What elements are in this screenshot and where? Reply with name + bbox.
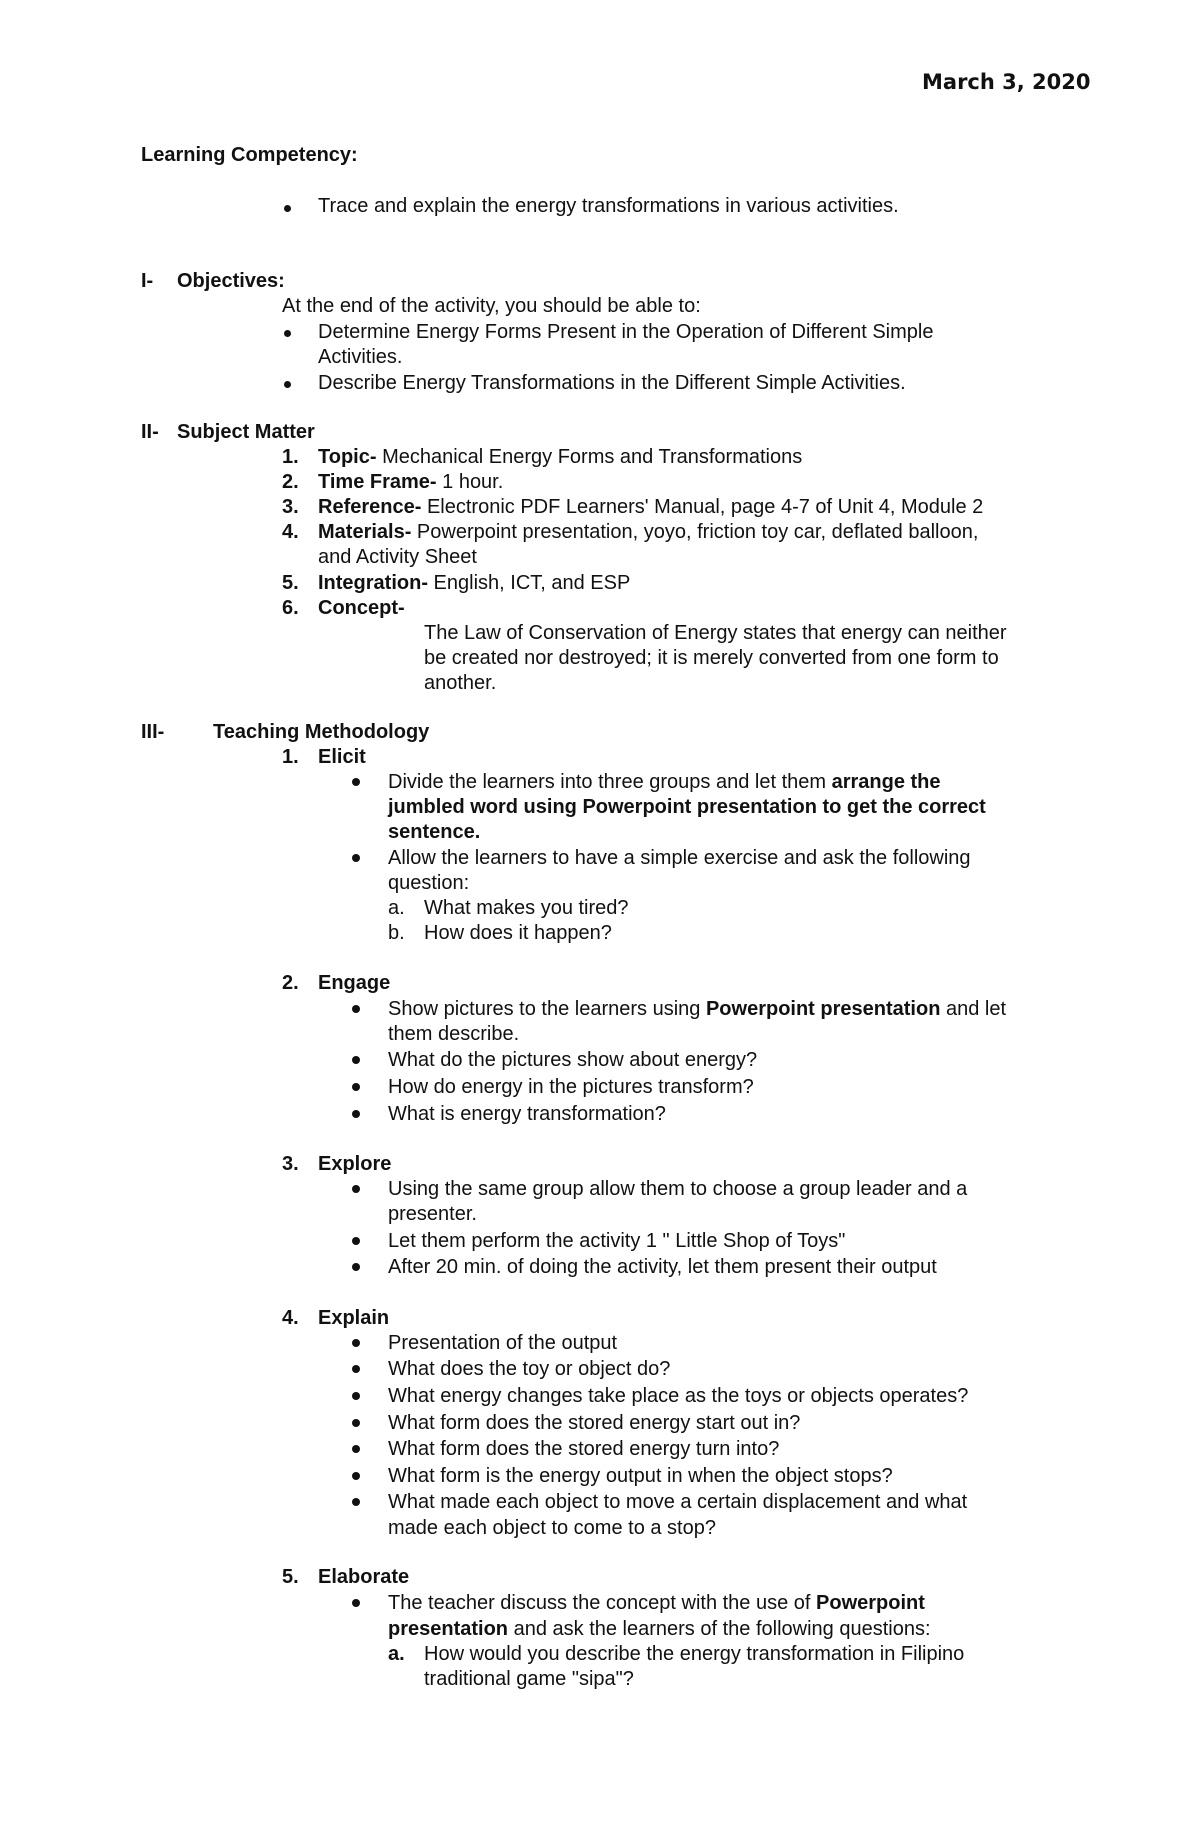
subject-item-time-frame: Time Frame- 1 hour.: [318, 471, 504, 493]
bullet-icon: [352, 1472, 360, 1480]
subject-item-integration: Integration- English, ICT, and ESP: [318, 572, 631, 594]
bullet-icon: [352, 1419, 360, 1427]
bullet-icon: [284, 381, 291, 388]
subject-heading: Subject Matter: [177, 421, 315, 443]
section-number: I-: [141, 270, 154, 292]
step-title-explore: Explore: [318, 1153, 392, 1175]
bullet-icon: [352, 1263, 360, 1271]
engage-bullet: Show pictures to the learners using Powerpoint presentation and let: [388, 998, 1007, 1020]
explore-bullet: Using the same group allow them to choose a group leader and a: [388, 1178, 968, 1200]
list-number: 1.: [282, 446, 299, 468]
subject-item-concept: Concept-: [318, 597, 405, 619]
list-number: 1.: [282, 746, 299, 768]
elaborate-question-cont: traditional game "sipa"?: [424, 1668, 634, 1690]
elicit-bullet-cont: jumbled word using Powerpoint presentation to get the correct: [388, 796, 986, 818]
elicit-bullet-cont: question:: [388, 872, 470, 894]
list-letter: b.: [388, 922, 405, 944]
list-number: 6.: [282, 597, 299, 619]
elicit-question: How does it happen?: [424, 922, 612, 944]
document-date: March 3, 2020: [922, 70, 1091, 94]
engage-bullet-cont: them describe.: [388, 1023, 520, 1045]
objective-item-cont: Activities.: [318, 346, 403, 368]
bullet-icon: [352, 1083, 360, 1091]
explain-bullet: What form is the energy output in when the object stops?: [388, 1465, 893, 1487]
elaborate-bullet: The teacher discuss the concept with the use of Powerpoint: [388, 1592, 925, 1614]
bullet-icon: [352, 1498, 360, 1506]
step-title-elicit: Elicit: [318, 746, 366, 768]
bullet-icon: [352, 1365, 360, 1373]
list-number: 3.: [282, 496, 299, 518]
concept-text: The Law of Conservation of Energy states that energy can neither: [424, 622, 1007, 644]
explain-bullet: What form does the stored energy turn into?: [388, 1438, 780, 1460]
bullet-icon: [352, 1339, 360, 1347]
step-title-explain: Explain: [318, 1307, 390, 1329]
bullet-icon: [284, 330, 291, 337]
explain-bullet: What made each object to move a certain displacement and what: [388, 1491, 968, 1513]
bullet-icon: [284, 205, 291, 212]
explore-bullet-cont: presenter.: [388, 1203, 477, 1225]
objective-item: Describe Energy Transformations in the Different Simple Activities.: [318, 372, 906, 394]
elicit-question: What makes you tired?: [424, 897, 629, 919]
bullet-icon: [352, 1185, 360, 1193]
bullet-icon: [352, 1005, 360, 1013]
engage-bullet: How do energy in the pictures transform?: [388, 1076, 754, 1098]
explain-bullet: What does the toy or object do?: [388, 1358, 671, 1380]
elaborate-bullet-cont: presentation and ask the learners of the following questions:: [388, 1618, 931, 1640]
bullet-icon: [352, 1110, 360, 1118]
subject-item-topic: Topic- Mechanical Energy Forms and Transformations: [318, 446, 803, 468]
list-letter: a.: [388, 1643, 405, 1665]
bullet-icon: [352, 1237, 360, 1245]
objectives-heading: Objectives:: [177, 270, 285, 292]
elicit-bullet: Divide the learners into three groups and let them arrange the: [388, 771, 941, 793]
list-number: 5.: [282, 1566, 299, 1588]
bullet-icon: [352, 1599, 360, 1607]
subject-item-reference: Reference- Electronic PDF Learners' Manual, page 4-7 of Unit 4, Module 2: [318, 496, 984, 518]
step-title-elaborate: Elaborate: [318, 1566, 410, 1588]
bullet-icon: [352, 778, 360, 786]
list-number: 2.: [282, 972, 299, 994]
elaborate-question: How would you describe the energy transformation in Filipino: [424, 1643, 965, 1665]
objectives-intro: At the end of the activity, you should be able to:: [282, 295, 701, 317]
competency-heading: Learning Competency:: [141, 144, 358, 166]
concept-text: be created nor destroyed; it is merely converted from one form to: [424, 647, 999, 669]
section-number: III-: [141, 721, 165, 743]
bullet-icon: [352, 1445, 360, 1453]
subject-item-materials: Materials- Powerpoint presentation, yoyo, friction toy car, deflated balloon,: [318, 521, 979, 543]
objective-item: Determine Energy Forms Present in the Operation of Different Simple: [318, 321, 934, 343]
list-number: 3.: [282, 1153, 299, 1175]
engage-bullet: What do the pictures show about energy?: [388, 1049, 758, 1071]
engage-bullet: What is energy transformation?: [388, 1103, 666, 1125]
step-title-engage: Engage: [318, 972, 391, 994]
list-number: 2.: [282, 471, 299, 493]
competency-item: Trace and explain the energy transformations in various activities.: [318, 195, 899, 217]
explain-bullet-cont: made each object to come to a stop?: [388, 1517, 716, 1539]
list-number: 5.: [282, 572, 299, 594]
bullet-icon: [352, 1392, 360, 1400]
explain-bullet: Presentation of the output: [388, 1332, 618, 1354]
explain-bullet: What energy changes take place as the toys or objects operates?: [388, 1385, 969, 1407]
subject-item-materials-cont: and Activity Sheet: [318, 546, 477, 568]
section-number: II-: [141, 421, 159, 443]
explore-bullet: Let them perform the activity 1 " Little Shop of Toys": [388, 1230, 846, 1252]
explore-bullet: After 20 min. of doing the activity, let them present their output: [388, 1256, 937, 1278]
list-number: 4.: [282, 1307, 299, 1329]
explain-bullet: What form does the stored energy start out in?: [388, 1412, 801, 1434]
list-letter: a.: [388, 897, 405, 919]
elicit-bullet: Allow the learners to have a simple exercise and ask the following: [388, 847, 971, 869]
list-number: 4.: [282, 521, 299, 543]
bullet-icon: [352, 854, 360, 862]
method-heading: Teaching Methodology: [213, 721, 430, 743]
elicit-bullet-cont: sentence.: [388, 821, 481, 843]
concept-text: another.: [424, 672, 497, 694]
bullet-icon: [352, 1056, 360, 1064]
